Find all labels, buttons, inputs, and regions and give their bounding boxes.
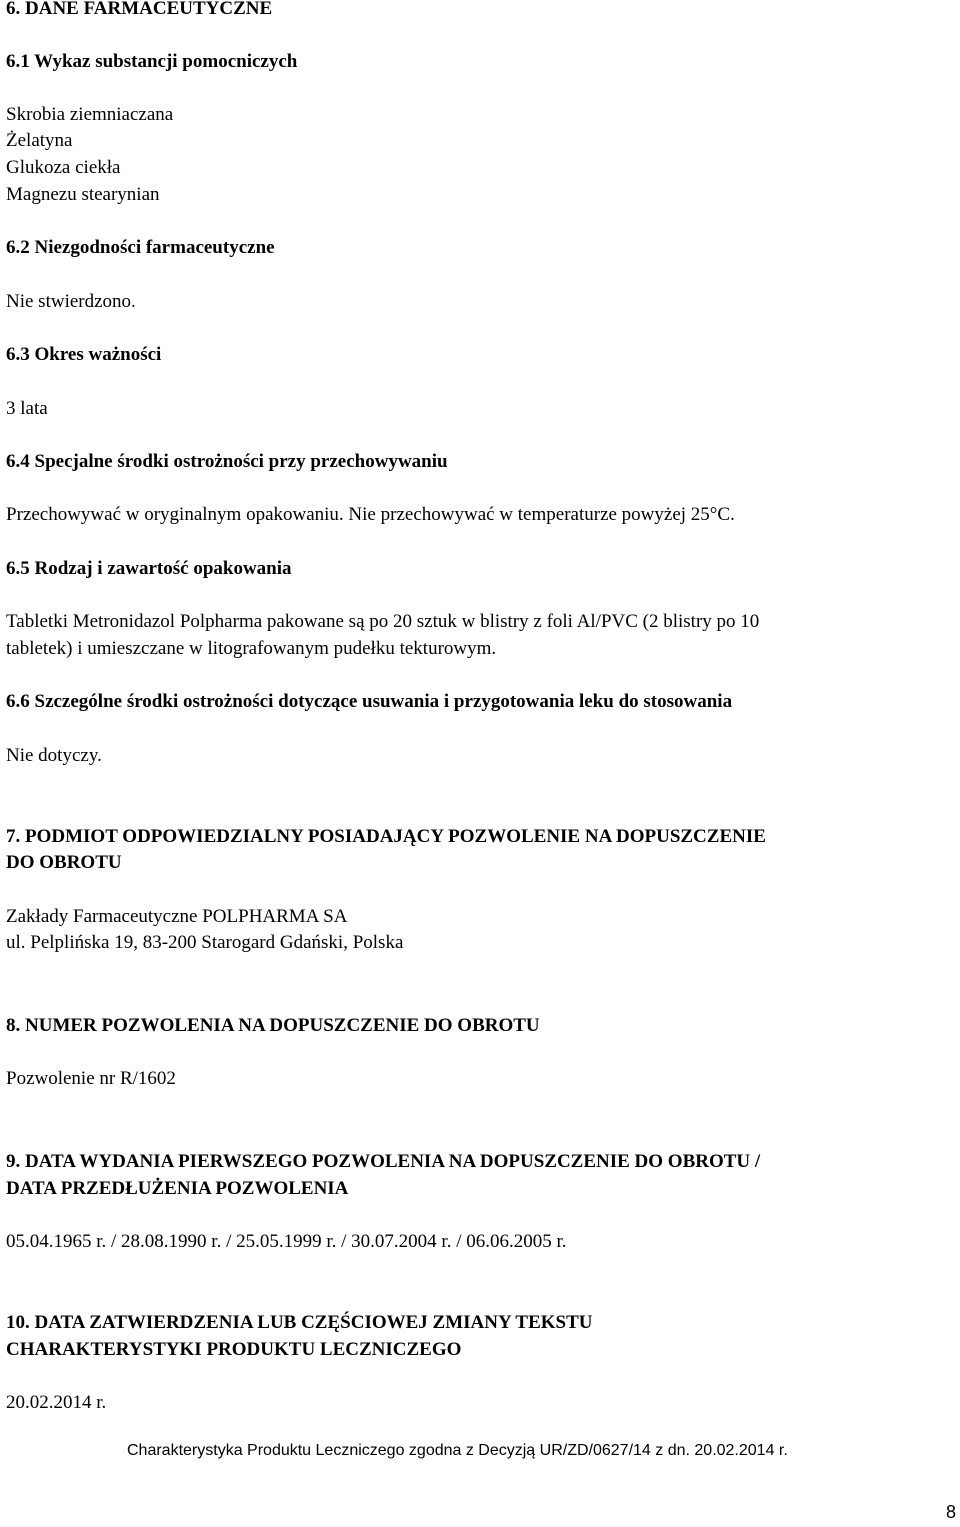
section-6-1-heading: 6.1 Wykaz substancji pomocniczych	[6, 51, 298, 72]
section-6-5-text-line: Tabletki Metronidazol Polpharma pakowane są po 20 sztuk w blistry z foli Al/PVC (2 blistry po 10	[6, 611, 760, 632]
section-9-text: 05.04.1965 r. / 28.08.1990 r. / 25.05.1999 r. / 30.07.2004 r. / 06.06.2005 r.	[6, 1231, 567, 1252]
section-10-heading-line: CHARAKTERYSTYKI PRODUKTU LECZNICZEGO	[6, 1339, 462, 1360]
page-footer: Charakterystyka Produktu Leczniczego zgodna z Decyzją UR/ZD/0627/14 z dn. 20.02.2014 r.	[127, 1442, 788, 1459]
excipient-item: Skrobia ziemniaczana	[6, 104, 174, 125]
section-10-heading-line: 10. DATA ZATWIERDZENIA LUB CZĘŚCIOWEJ ZMIANY TEKSTU	[6, 1312, 593, 1333]
section-8-text: Pozwolenie nr R/1602	[6, 1068, 176, 1089]
section-6-4-text: Przechowywać w oryginalnym opakowaniu. Nie przechowywać w temperaturze powyżej 25°C.	[6, 504, 735, 525]
page-number: 8	[946, 1502, 957, 1522]
section-10-text: 20.02.2014 r.	[6, 1392, 107, 1413]
section-6-2-text: Nie stwierdzono.	[6, 291, 136, 312]
section-6-5-text-line: tabletek) i umieszczane w litografowanym pudełku tekturowym.	[6, 638, 497, 659]
section-7-text-line: Zakłady Farmaceutyczne POLPHARMA SA	[6, 906, 348, 927]
section-6-3-text: 3 lata	[6, 398, 48, 419]
section-6-4-heading: 6.4 Specjalne środki ostrożności przy przechowywaniu	[6, 451, 448, 472]
section-7-text-line: ul. Pelplińska 19, 83-200 Starogard Gdański, Polska	[6, 932, 404, 953]
excipient-item: Magnezu stearynian	[6, 184, 160, 205]
section-7-heading-line: DO OBROTU	[6, 852, 122, 873]
section-6-3-heading: 6.3 Okres ważności	[6, 344, 162, 365]
section-9-heading-line: 9. DATA WYDANIA PIERWSZEGO POZWOLENIA NA DOPUSZCZENIE DO OBROTU /	[6, 1151, 761, 1172]
section-6-5-heading: 6.5 Rodzaj i zawartość opakowania	[6, 558, 292, 579]
excipient-item: Glukoza ciekła	[6, 157, 121, 178]
section-7-heading-line: 7. PODMIOT ODPOWIEDZIALNY POSIADAJĄCY POZWOLENIE NA DOPUSZCZENIE	[6, 826, 766, 847]
section-6-6-text: Nie dotyczy.	[6, 745, 102, 766]
section-6-6-heading: 6.6 Szczególne środki ostrożności dotyczące usuwania i przygotowania leku do stosowania	[6, 691, 733, 712]
section-6-2-heading: 6.2 Niezgodności farmaceutyczne	[6, 237, 275, 258]
section-6-heading: 6. DANE FARMACEUTYCZNE	[6, 0, 273, 19]
section-8-heading: 8. NUMER POZWOLENIA NA DOPUSZCZENIE DO OBROTU	[6, 1015, 540, 1036]
excipient-item: Żelatyna	[6, 130, 73, 151]
section-9-heading-line: DATA PRZEDŁUŻENIA POZWOLENIA	[6, 1178, 349, 1199]
